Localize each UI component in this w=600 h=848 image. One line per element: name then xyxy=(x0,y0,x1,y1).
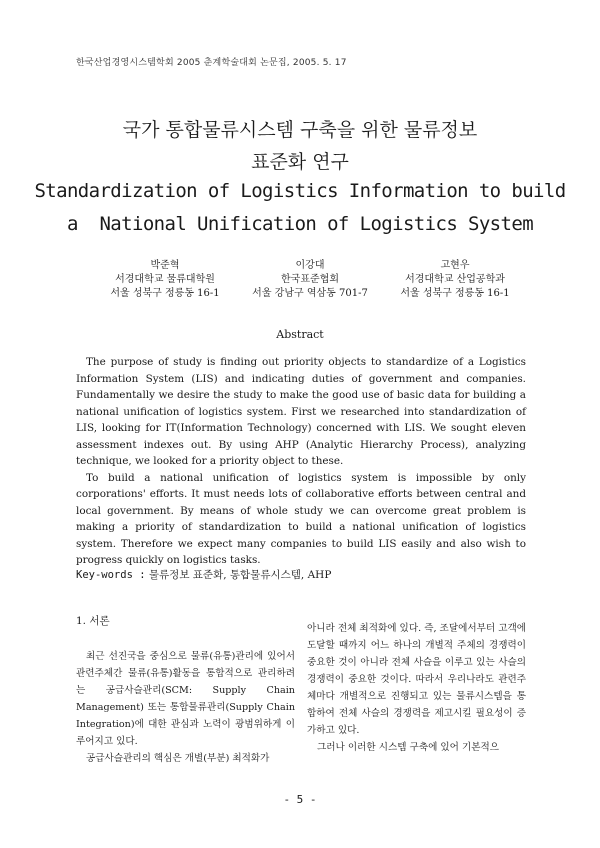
author-name: 박준혁 xyxy=(150,260,180,271)
body-column-left xyxy=(76,613,295,767)
author-name: 이강대 xyxy=(295,260,325,271)
abstract-paragraph-2: To build a national unification of logistics system is impossible by only corporations' efforts. It must needs lots of collaborative efforts between central and local government. By means of whole study we can overcome great problem is making a priority of standardization to build a national unification of logistics system. Therefore we expect many companies to build LIS easily and also wish to progress quickly on logistics tasks. xyxy=(76,471,526,566)
body-paragraph: 최근 선진국을 중심으로 물류(유통)관리에 있어서 관련주체간 물류(유통)활동을 통합적으로 관리하려는 공급사슬관리(SCM: Supply Chain Management) 또는 통합물류관리(Supply Chain Integration)에 대한 관심과 노력이 광범위하게 이루어지고 있다. xyxy=(76,651,295,747)
keywords-line xyxy=(76,567,331,582)
author-address: 서울 성북구 정릉동 16-1 xyxy=(400,288,510,299)
body-paragraph: 아니라 전체 최적화에 있다. 즉, 조달에서부터 고객에 도달할 때까지 어느 하나의 개별적 주체의 경쟁력이 중요한 것이 아니라 전체 사슬을 이루고 있는 사슬의 경쟁력이 중요한 것이다. 따라서 우리나라도 관련주체마다 개별적으로 진행되고 있는 물류시스템을 통합하여 전체 사슬의 경쟁력을 제고시킬 필요성이 증가하고 있다. xyxy=(307,623,527,736)
author-2 xyxy=(240,259,380,301)
abstract-body xyxy=(76,354,526,569)
title-english-line-2: a National Unification of Logistics System xyxy=(66,213,534,235)
title-korean-line-1: 국가 통합물류시스템 구축을 위한 물류정보 xyxy=(122,119,478,141)
author-address: 서울 성북구 정릉동 16-1 xyxy=(110,288,220,299)
body-column-right xyxy=(307,620,526,756)
author-affiliation: 한국표준협회 xyxy=(281,274,339,285)
author-3 xyxy=(385,259,525,301)
keywords-label: Key-words : xyxy=(76,569,146,581)
title-english-line-1: Standardization of Logistics Information to build xyxy=(34,180,566,202)
abstract-paragraph-1: The purpose of study is finding out priority objects to standardize of a Logistics Information System (LIS) and indicating duties of government and companies. Fundamentally we desire the study to make the good use of basic data for building a national unification of logistics system. First we researched into standardization of LIS, looking for IT(Information Technology) concerned with LIS. We sought eleven assessment indexes out. By using AHP (Analytic Hierarchy Process), analyzing technique, we looked for a priority object to these. xyxy=(76,356,526,467)
running-header: 한국산업경영시스템학회 2005 춘계학술대회 논문집, 2005. 5. 17 xyxy=(76,58,347,68)
keywords-text: 물류정보 표준화, 통합물류시스템, AHP xyxy=(145,569,332,581)
abstract-heading: Abstract xyxy=(276,328,324,341)
section-heading: 1. 서론 xyxy=(76,615,110,627)
author-name: 고현우 xyxy=(440,260,470,271)
author-1 xyxy=(95,259,235,301)
page-number: - 5 - xyxy=(283,793,317,806)
author-address: 서울 강남구 역삼동 701-7 xyxy=(252,288,368,299)
author-affiliation: 서경대학교 물류대학원 xyxy=(115,274,215,285)
title-korean-line-2: 표준화 연구 xyxy=(251,151,349,173)
body-paragraph: 공급사슬관리의 핵심은 개별(부분) 최적화가 xyxy=(86,753,270,764)
body-paragraph: 그러나 이러한 시스템 구축에 있어 기본적으 xyxy=(317,742,500,753)
author-affiliation: 서경대학교 산업공학과 xyxy=(405,274,505,285)
author-list xyxy=(95,259,525,301)
